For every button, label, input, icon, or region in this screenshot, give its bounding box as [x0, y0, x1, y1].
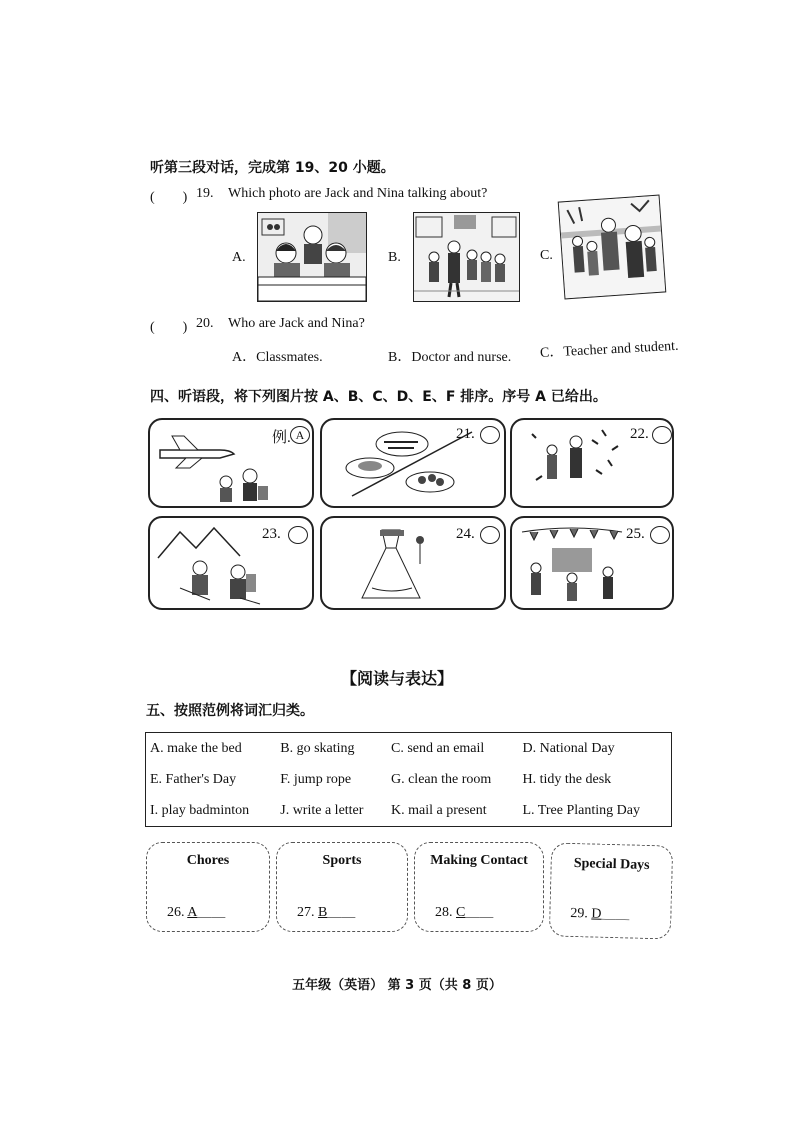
- category-answer: A: [187, 905, 198, 920]
- word-bank-table: [145, 732, 672, 827]
- q19-number: 19.: [196, 186, 214, 201]
- card-24-dress: [320, 516, 506, 610]
- card-example-airplane: [148, 418, 314, 508]
- category-title: Sports: [322, 853, 362, 868]
- q19-photo-c-outdoor-group: [558, 195, 667, 300]
- word-b: B. go skating: [280, 741, 355, 756]
- q20-option-a: A．Classmates.: [232, 350, 323, 365]
- word-i: I. play badminton: [150, 803, 250, 818]
- category-title: Chores: [186, 853, 230, 868]
- q19-answer-paren[interactable]: ( ): [150, 190, 188, 205]
- category-answer-line[interactable]: [570, 902, 630, 924]
- card-25-answer-circle[interactable]: [650, 526, 670, 544]
- q20-option-c: C．Teacher and student.: [539, 338, 679, 361]
- reading-section-header: 【阅读与表达】: [340, 669, 453, 688]
- word-f: F. jump rope: [280, 772, 352, 787]
- card-23-label: 23.: [262, 526, 281, 542]
- card-example-label: 例.: [272, 430, 291, 446]
- word-bank-row: [146, 795, 672, 827]
- category-answer-line[interactable]: [435, 901, 493, 921]
- category-number: 28.: [435, 905, 453, 920]
- q20-answer-paren[interactable]: ( ): [150, 320, 188, 335]
- q19-option-b-label: B.: [388, 250, 401, 265]
- word-a: A. make the bed: [150, 741, 242, 756]
- word-k: K. mail a present: [390, 803, 487, 818]
- card-example-answer: A: [290, 426, 310, 444]
- category-box-making-contact: [414, 842, 544, 932]
- word-bank-row: [146, 764, 672, 795]
- category-answer: D: [591, 906, 602, 922]
- word-g: G. clean the room: [390, 772, 492, 787]
- word-h: H. tidy the desk: [522, 772, 612, 787]
- word-bank-row: [146, 733, 672, 765]
- q20-option-b: B．Doctor and nurse.: [388, 350, 512, 365]
- category-answer: C: [456, 905, 466, 920]
- category-title: Making Contact: [430, 853, 528, 868]
- section3-instruction: 听第三段对话，完成第 19、20 小题。: [150, 160, 395, 176]
- card-24-answer-circle[interactable]: [480, 526, 500, 544]
- card-24-label: 24.: [456, 526, 475, 542]
- category-answer-line[interactable]: [297, 901, 355, 921]
- section4-instruction: 四、听语段，将下列图片按 A、B、C、D、E、F 排序。序号 A 已给出。: [150, 389, 607, 405]
- q20-number: 20.: [196, 316, 214, 331]
- word-e: E. Father's Day: [150, 772, 237, 787]
- category-title: Special Days: [573, 856, 650, 873]
- q20-text: Who are Jack and Nina?: [228, 316, 365, 331]
- category-blanks: ＿＿: [465, 905, 494, 920]
- card-22-celebration: [510, 418, 674, 508]
- card-25-party: [510, 516, 674, 610]
- category-box-chores: [146, 842, 270, 932]
- page-footer: 五年级（英语） 第 3 页（共 8 页）: [292, 978, 502, 993]
- category-box-sports: [276, 842, 408, 932]
- card-22-label: 22.: [630, 426, 649, 442]
- word-c: C. send an email: [390, 741, 485, 756]
- word-j: J. write a letter: [280, 803, 364, 818]
- category-number: 26.: [167, 905, 185, 920]
- q19-photo-b-students-walking: [413, 212, 520, 302]
- category-answer-line[interactable]: [167, 901, 225, 921]
- q19-option-c-label: C.: [540, 248, 553, 263]
- card-21-answer-circle[interactable]: [480, 426, 500, 444]
- q19-text: Which photo are Jack and Nina talking about?: [228, 186, 488, 201]
- category-box-special-days: [549, 842, 673, 939]
- category-blanks: ＿＿: [197, 905, 226, 920]
- card-21-food: [320, 418, 506, 508]
- category-number: 29.: [570, 905, 589, 922]
- card-23-answer-circle[interactable]: [288, 526, 308, 544]
- category-answer: B: [318, 905, 328, 920]
- card-22-answer-circle[interactable]: [652, 426, 672, 444]
- word-d: D. National Day: [522, 741, 615, 756]
- category-blanks: ＿＿: [327, 905, 356, 920]
- q19-photo-a-classroom: [257, 212, 367, 302]
- category-number: 27.: [297, 905, 315, 920]
- card-25-label: 25.: [626, 526, 645, 542]
- category-blanks: ＿＿: [601, 906, 630, 923]
- q19-option-a-label: A.: [232, 250, 246, 265]
- word-l: L. Tree Planting Day: [522, 803, 640, 818]
- card-21-label: 21.: [456, 426, 475, 442]
- card-23-hiking: [148, 516, 314, 610]
- section5-instruction: 五、按照范例将词汇归类。: [146, 703, 314, 719]
